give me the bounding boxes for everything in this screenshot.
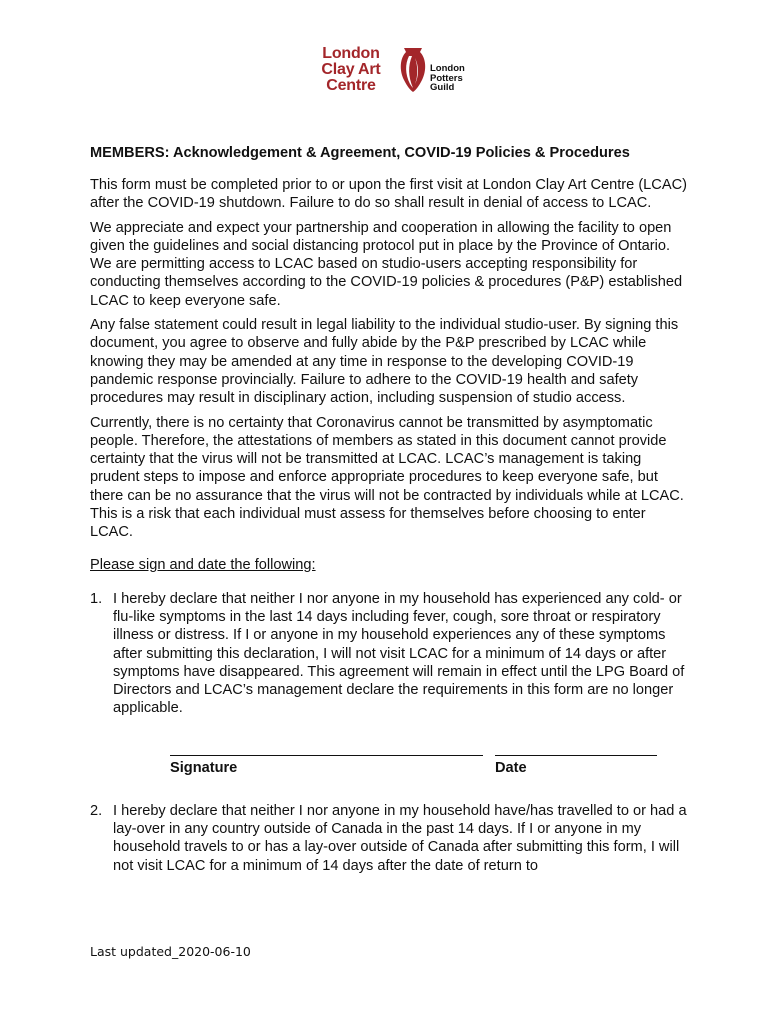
logo-line: Guild xyxy=(430,82,455,93)
signature-block xyxy=(90,730,690,788)
item-text: I hereby declare that neither I nor anyone in my household have/has travelled to or had a lay-over in any country outside of Canada in the past 14 days. If I or anyone in my household travels to or has a lay-over outside of Canada after submitting this form, I will not visit LCAC for a minimum of 14 days after the date of return to xyxy=(113,802,687,874)
liability-paragraph: Any false statement could result in legal liability to the individual studio-user. By signing this document, you agree to observe and fully abide by the P&P prescribed by LCAC while knowing they may be amended at any time in response to the developing COVID-19 pandemic response provincially. Failure to adhere to the COVID-19 health and safety procedures may result in disciplinary action, including suspension of studio access. xyxy=(90,317,679,407)
item-text: I hereby declare that neither I nor anyone in my household has experienced any cold- or flu-like symptoms in the last 14 days including fever, cough, sore throat or respiratory illness or distress. If I or anyone in my household experiences any of these symptoms after submitting this declaration, I will not visit LCAC for a minimum of 14 days or after symptoms have disappeared. This agreement will remain in effect until the LPG Board of Directors and LCAC’s management declare the requirements in this form are no longer applicable. xyxy=(113,590,685,717)
date-line[interactable] xyxy=(495,755,657,756)
logo-line: Potters xyxy=(430,72,463,84)
sign-instruction: Please sign and date the following: xyxy=(90,556,316,573)
lpg-wordmark xyxy=(430,64,476,93)
logo-line: London xyxy=(322,45,380,62)
declaration-item xyxy=(90,802,690,875)
signature-line[interactable] xyxy=(170,755,483,756)
document-title: MEMBERS: Acknowledgement & Agreement, COVID-19 Policies & Procedures xyxy=(90,145,630,161)
intro-paragraph: This form must be completed prior to or upon the first visit at London Clay Art Centre (LCAC) after the COVID-19 shutdown. Failure to do so shall result in denial of access to LCAC. xyxy=(90,177,687,212)
vase-icon xyxy=(398,46,428,94)
lcac-logo xyxy=(302,46,474,100)
logo-line: Centre xyxy=(326,77,376,94)
item-number: 1. xyxy=(90,590,103,607)
date-label: Date xyxy=(495,759,527,776)
partnership-paragraph: We appreciate and expect your partnership and cooperation in allowing the facility to open given the guidelines and social distancing protocol put in place by the Province of Ontario. We are permitting access to LCAC based on studio-users accepting responsibility for conducting themselves according to the COVID-19 policies & procedures (P&P) established LCAC to keep everyone safe. xyxy=(90,219,683,309)
last-updated-footer: Last updated_2020-06-10 xyxy=(90,944,251,959)
declaration-item xyxy=(90,590,690,718)
item-number: 2. xyxy=(90,802,103,819)
logo-line: Clay Art xyxy=(321,61,381,78)
signature-label: Signature xyxy=(170,759,238,776)
logo-line: London xyxy=(430,63,465,74)
risk-paragraph: Currently, there is no certainty that Coronavirus cannot be transmitted by asymptomatic people. Therefore, the attestations of members as stated in this document cannot provide certainty that the virus will not be transmitted at LCAC. LCAC’s management is taking prudent steps to impose and enforce appropriate procedures to keep everyone safe, but there can be no assurance that the virus will not be contracted by individuals while at LCAC. This is a risk that each individual must assess for themselves before choosing to enter LCAC. xyxy=(90,414,684,541)
lcac-wordmark xyxy=(302,46,400,94)
document-body xyxy=(90,144,690,875)
